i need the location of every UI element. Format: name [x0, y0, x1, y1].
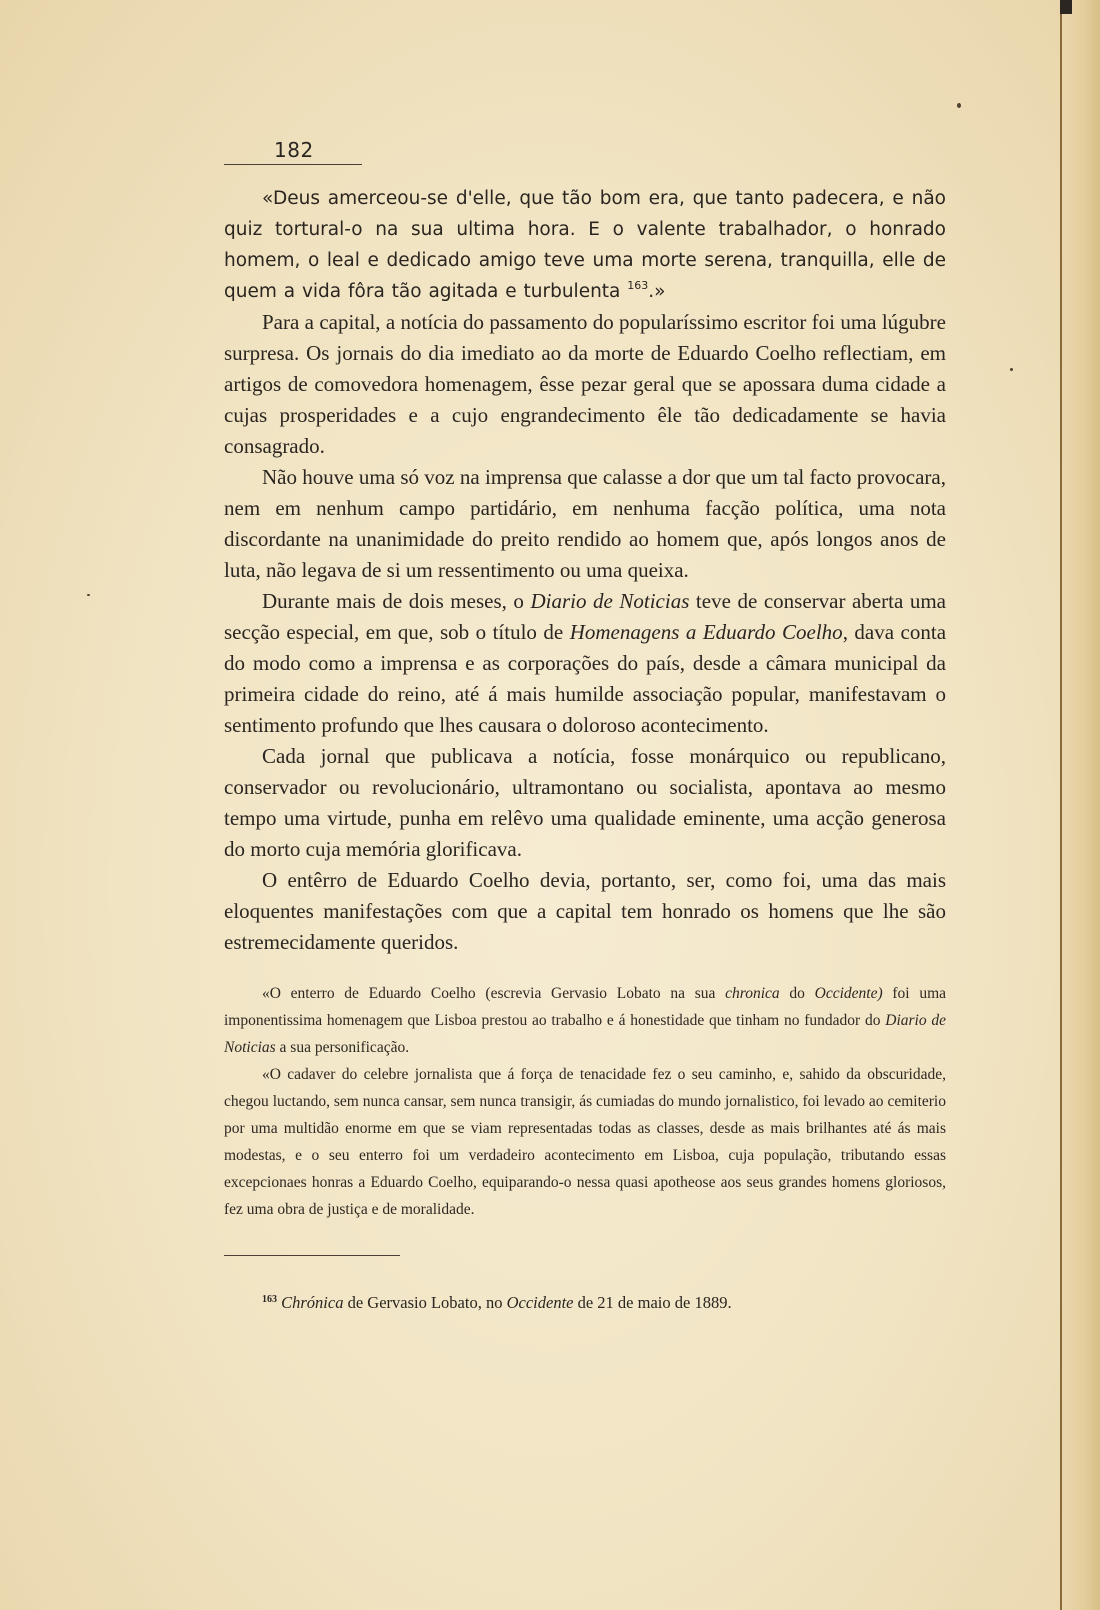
quote-text: a sua personificação.	[275, 1039, 410, 1056]
paper-speck	[957, 103, 961, 108]
quote-text: «O enterro de Eduardo Coelho (escrevia Gervasio Lobato na sua	[262, 985, 726, 1002]
footnote-number: 163	[262, 1294, 277, 1305]
footnote-text: de Gervasio Lobato, no	[343, 1293, 507, 1312]
page-number: 182	[274, 138, 314, 162]
newspaper-title: Diario de Noticias	[224, 1012, 947, 1056]
footnote-separator	[224, 1255, 400, 1256]
italic-text: Occidente)	[814, 985, 883, 1002]
quote-paragraph: «O cadaver do celebre jornalista que á força de tenacidade fez o seu caminho, e, sahido da obscuridade, chegou luctando, sem nunca cansar, sem nunca transigir, ás cumiadas do mundo jornalistico, foi levado ao cemiterio por uma multidão enorme em que se viam representadas todas as classes, desde as mais brilhantes até ás mais modestas, e o seu enterro foi um verdadeiro acontecimento em Lisboa, cuja população, tributando essas excepcionaes honras a Eduardo Coelho, equiparando-o nessa quasi apotheose aos seus grandes homens gloriosos, fez uma obra de justiça e de moralidade.	[224, 1066, 946, 1218]
quote-text: do	[779, 985, 815, 1002]
body-text	[224, 183, 946, 958]
quote-paragraph	[224, 980, 946, 1061]
newspaper-title: Diario de Noticias	[530, 589, 690, 613]
paragraph: Para a capital, a notícia do passamento do popularíssimo escritor foi uma lúgubre surpresa. Os jornais do dia imediato ao da morte de Eduardo Coelho reflectiam, em artigos de comovedora homenagem, êsse pezar geral que se apossara duma cidade a cujas prosperidades e a cujo engrandecimento êle tão dedicadamente se havia consagrado.	[224, 310, 946, 458]
footnote	[224, 1288, 946, 1315]
italic-text: Chrónica	[281, 1293, 344, 1312]
paragraph	[224, 586, 946, 741]
page-header	[224, 138, 364, 166]
footnote-text: de 21 de maio de 1889.	[573, 1293, 732, 1312]
paragraph: Cada jornal que publicava a notícia, fosse monárquico ou republicano, conservador ou revolucionário, ultramontano ou socialista, apontava ao mesmo tempo uma virtude, punha em relêvo uma qualidade eminente, uma acção generosa do morto cuja memória glorificava.	[224, 744, 946, 861]
block-quote	[224, 980, 946, 1223]
page-edge-notch	[1060, 0, 1072, 14]
header-rule	[224, 164, 362, 165]
paragraph-text: teve de conservar aberta uma secção especial, em que, sob o título de	[224, 589, 946, 644]
quote-text: foi uma imponentissima homenagem que Lisboa prestou ao trabalho e á honestidade que tinham no fundador do	[224, 985, 947, 1029]
footnote-reference[interactable]: 163	[627, 279, 649, 292]
paper-speck	[1010, 368, 1013, 371]
page-edge	[1060, 0, 1100, 1610]
italic-text: chronica	[725, 985, 780, 1002]
quoted-paragraph	[224, 183, 946, 307]
page-content	[224, 138, 946, 1315]
paper-speck	[87, 594, 90, 596]
paragraph-text: .»	[648, 281, 666, 302]
paragraph: Não houve uma só voz na imprensa que calasse a dor que um tal facto provocara, nem em nenhum campo partidário, em nenhuma facção política, uma nota discordante na unanimidade do preito rendido ao homem que, após longos anos de luta, não legava de si um ressentimento ou uma queixa.	[224, 465, 946, 582]
paragraph: O entêrro de Eduardo Coelho devia, portanto, ser, como foi, uma das mais eloquentes manifestações com que a capital tem honrado os homens que lhe são estremecidamente queridos.	[224, 868, 946, 954]
paragraph-text: «Deus amerceou-se d'elle, que tão bom era, que tanto padecera, e não quiz tortural-o na sua ultima hora. E o valente trabalhador, o honrado homem, o leal e dedicado amigo teve uma morte serena, tranquilla, elle de quem a vida fôra tão agitada e turbulenta	[224, 188, 946, 302]
section-title: Homenagens a Eduardo Coelho	[569, 620, 843, 644]
paragraph-text: Durante mais de dois meses, o	[262, 589, 531, 613]
paragraph-text: , dava conta do modo como a imprensa e as corporações do país, desde a câmara municipal da primeira cidade do reino, até á mais humilde associação popular, manifestavam o sentimento profundo que lhes causara o doloroso acontecimento.	[224, 620, 947, 737]
italic-text: Occidente	[506, 1293, 574, 1312]
